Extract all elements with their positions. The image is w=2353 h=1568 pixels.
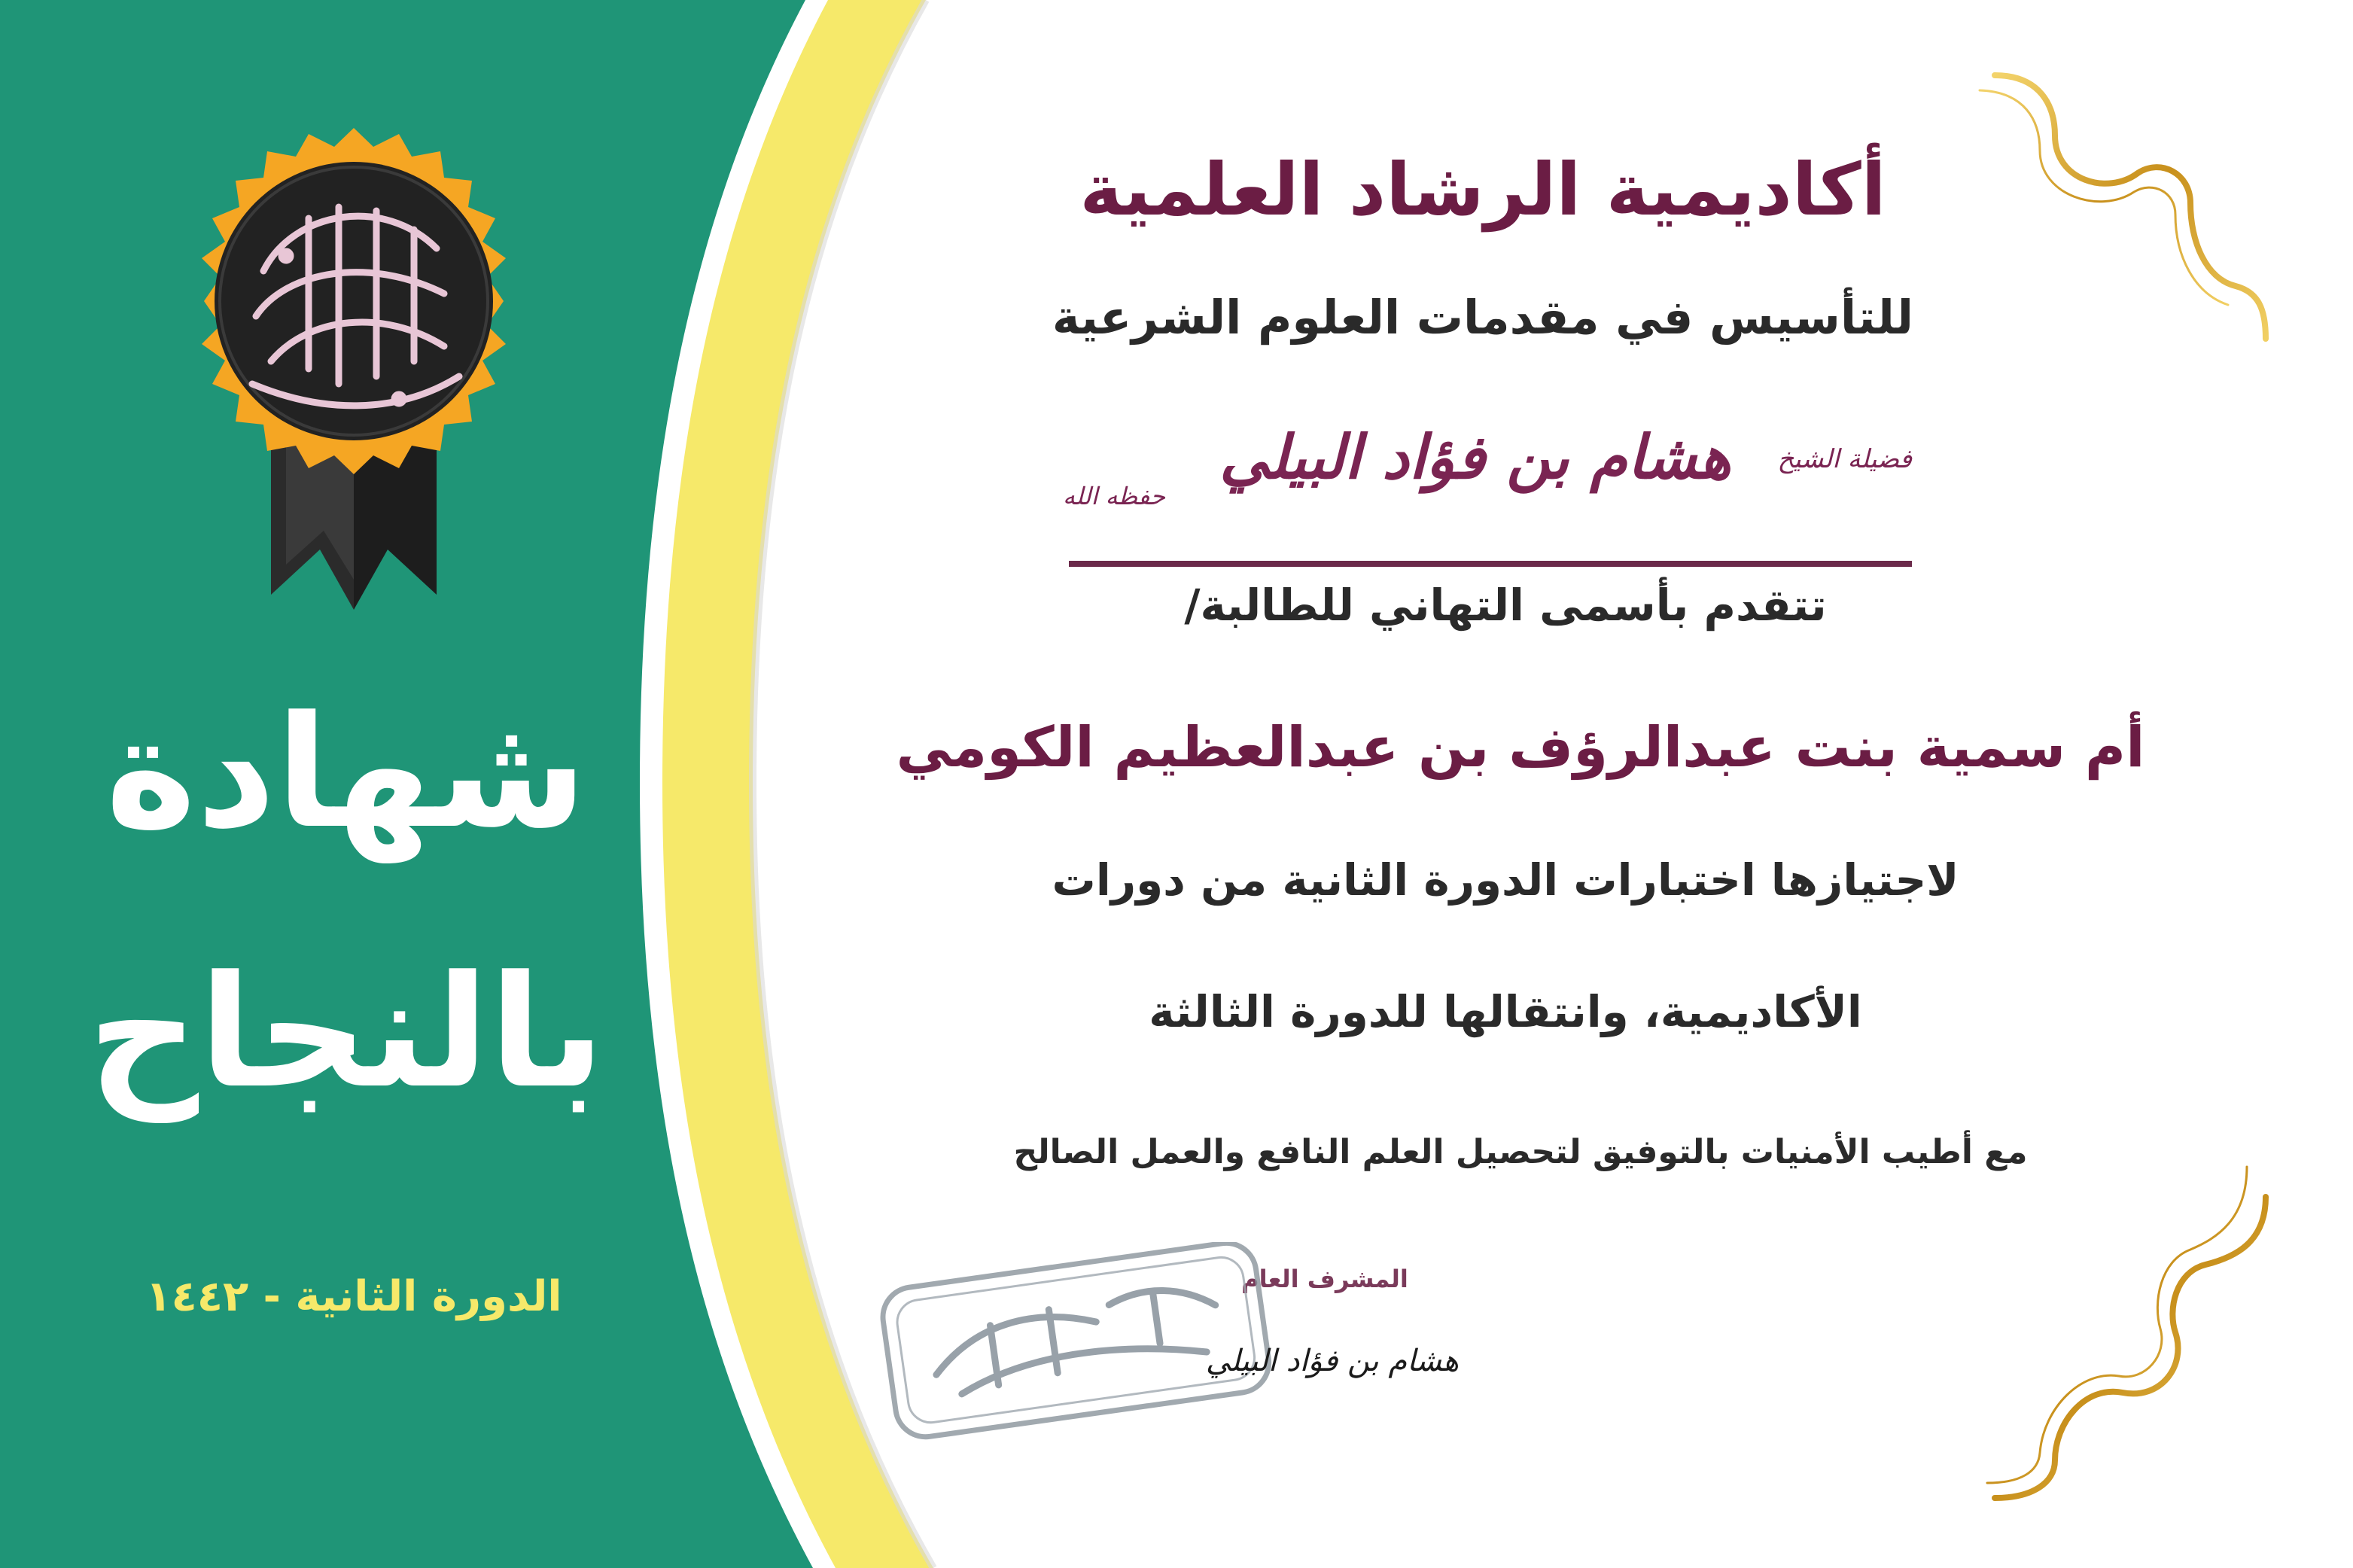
student-name: أم سمية بنت عبدالرؤف بن عبدالعظيم الكومي: [896, 715, 2145, 780]
academy-subtitle: للتأسيس في مقدمات العلوم الشرعية: [1052, 290, 1914, 345]
reason-line-2: الأكاديمية، وانتقالها للدورة الثالثة: [1149, 986, 1862, 1037]
certificate-title-line1: شهادة: [105, 684, 588, 863]
wishes-line: مع أطيب الأمنيات بالتوفيق لتحصيل العلم النافع والعمل الصالح: [1013, 1133, 2028, 1171]
sheikh-prefix: فضيلة الشيخ: [1777, 444, 1912, 474]
certificate-title-line2: بالنجاح: [87, 943, 605, 1122]
title-divider: [1069, 561, 1912, 567]
academy-name: أكاديمية الرشاد العلمية: [1079, 148, 1886, 232]
signature-handwriting: هشام بن فؤاد البيلي: [1205, 1344, 1460, 1378]
badge-starburst: [202, 128, 506, 474]
sheikh-suffix: حفظه الله: [1063, 482, 1165, 510]
academy-badge: [173, 113, 534, 610]
sheikh-name-calligraphy: هشام بن فؤاد البيلي: [1219, 422, 1731, 492]
congrats-line: تتقدم بأسمى التهاني للطالبة/: [1184, 580, 1827, 631]
reason-line-1: لاجتيازها اختبارات الدورة الثانية من دورات: [1052, 854, 1959, 906]
session-label: الدورة الثانية - ١٤٤٢: [145, 1272, 562, 1321]
supervisor-label: المشرف العام: [1241, 1265, 1408, 1293]
